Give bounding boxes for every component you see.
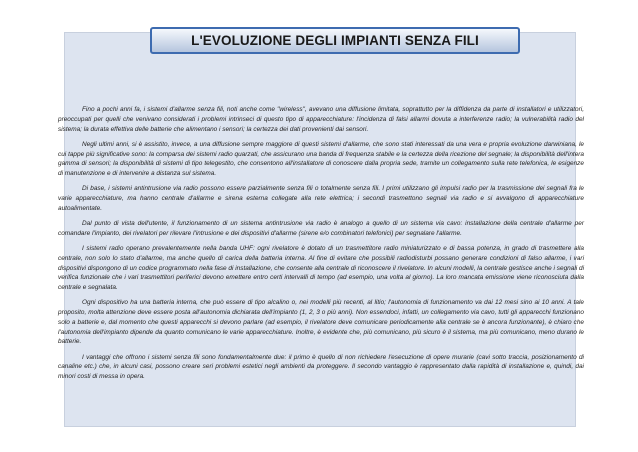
paragraph-3: Di base, i sistemi antintrusione via radio possono essere parzialmente senza fili o totalmente senza fili. I primi utilizzano gli impulsi radio per la trasmissione dei segnali fra le varie apparecchiature, ma hanno centrale d'allarme e sirena esterna collegate alla rete elettrica; i secondi trasmettono segnali via radio e si avvalgono di apparecchiature autoalimentate. <box>58 185 584 212</box>
paragraph-5: I sistemi radio operano prevalentemente nella banda UHF: ogni rivelatore è dotato di un trasmettitore radio miniaturizzato e di bassa potenza, in grado di trasmettere alla centrale, non solo lo stato d'allarme, ma anche quello di carica della batteria interna. Al fine di evitare che possibili radiodisturbi possano generare condizioni di falso allarme, i vari dispositivi dispongono di un codice programmato nella fase di installazione, che consente alla centrale di riconoscere il rivelatore. In alcuni modelli, la centrale gestisce anche i segnali di verifica funzionale che i vari trasmettitori periferici devono emettere entro certi intervalli di tempo (ad esempio, una volta al giorno). La loro mancata emissione viene riconosciuta dalla centrale e segnalata. <box>58 245 584 291</box>
page-title: L'EVOLUZIONE DEGLI IMPIANTI SENZA FILI <box>191 33 479 48</box>
paragraph-6: Ogni dispositivo ha una batteria interna, che può essere di tipo alcalino o, nei modelli più recenti, al litio; l'autonomia di funzionamento va dai 12 mesi sino ai 10 anni. A tale proposito, molta attenzione deve essere posta all'autonomia dichiarata dell'impianto (1, 2, 3 o più anni). Non essendoci, infatti, un collegamento via cavo, tutti gli apparecchi funzionano solo a batterie e, dal momento che questi apparecchi si devono parlare (ad esempio, il rivelatore deve comunicare periodicamente alla centrale se è ancora funzionante), è chiaro che l'autonomia dell'impianto dipende da quanto comunicano le varie apparecchiature. Inoltre, è evidente che, più comunicano, più sicuro è il sistema, ma più comunicano, meno durano le batterie. <box>58 299 584 346</box>
title-banner <box>150 27 520 54</box>
paragraph-2: Negli ultimi anni, si è assistito, invece, a una diffusione sempre maggiore di questi sistemi d'allarme, che sono stati interessati da una vera e propria evoluzione darwiniana, le cui tappe più significative sono: la comparsa dei sistemi radio quarzati, che assicurano una banda di frequenza stabile e la certezza della ricezione del segnale; la disponibilità dell'intera gamma di sensori; la disponibilità di sistemi di tipo telegestito, che consentono all'installatore di conoscere dalla propria sede, tramite un collegamento sulla rete telefonica, le esigenze di manutenzione e di intervenire a distanza sul sistema. <box>58 140 584 177</box>
paragraph-1: Fino a pochi anni fa, i sistemi d'allarme senza fili, noti anche come "wireless", avevano una diffusione limitata, soprattutto per la diffidenza da parte di installatori e utilizzatori, preoccupati per quelli che venivano considerati i problemi intrinseci di questo tipo di apparecchiature: l'incidenza di falsi allarmi dovuta a interferenze radio; la vulnerabilità radio del sistema; la durata effettiva delle batterie che alimentano i sensori; la certezza dei dati provenienti dai sensori. <box>58 106 584 133</box>
article-body <box>58 105 584 387</box>
paragraph-4: Dal punto di vista dell'utente, il funzionamento di un sistema antintrusione via radio è analogo a quello di un sistema via cavo: installazione della centrale d'allarme per comandare l'impianto, dei rivelatori per rilevare l'intrusione e dei dispositivi d'allarme (sirene e/o combinatori telefonici) per segnalare l'allarme. <box>58 220 584 237</box>
paragraph-7: I vantaggi che offrono i sistemi senza fili sono fondamentalmente due: il primo è quello di non richiedere l'esecuzione di opere murarie (cavi sotto traccia, posizionamento di canaline etc.) che, in alcuni casi, possono creare seri problemi estetici negli ambienti da proteggere. Il secondo vantaggio è rappresentato dalla rapidità di installazione e, quindi, dai minori costi di messa in opera. <box>58 353 584 380</box>
